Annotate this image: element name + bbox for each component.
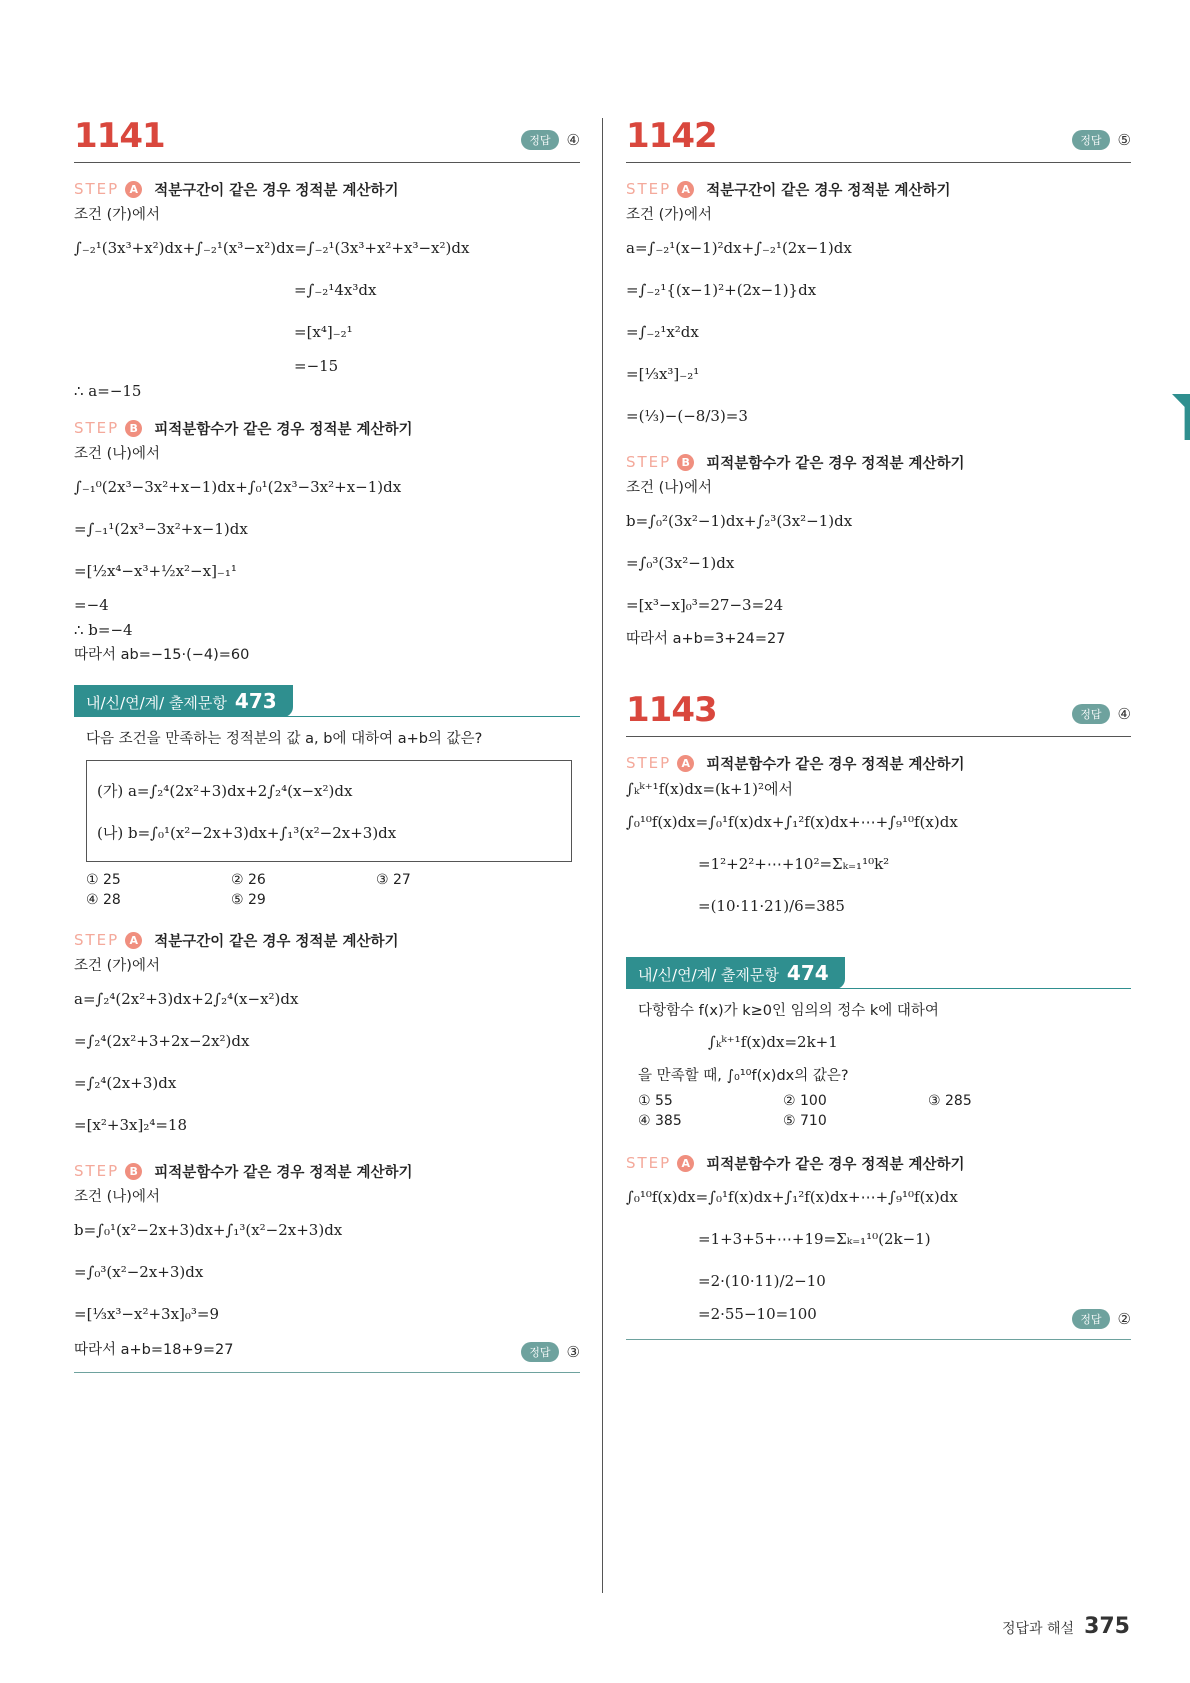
- result-line: ∴ a=−15: [74, 382, 142, 400]
- section-end-rule: [74, 1372, 580, 1373]
- tag-text: 내/신/연/계/ 출제문항: [638, 966, 779, 984]
- solution-line: =[x³−x]₀³=27−3=24: [626, 596, 784, 614]
- step-title: 피적분함수가 같은 경우 정적분 계산하기: [154, 1164, 413, 1181]
- answer-value: ③: [566, 1343, 580, 1361]
- choices: [626, 1093, 1131, 1129]
- solution-line: =∫₋₁¹(2x³−3x²+x−1)dx: [74, 520, 248, 538]
- answer-indicator: [1072, 130, 1131, 150]
- condition-label: 조건 (나)에서: [74, 446, 160, 462]
- step-badge: A: [677, 755, 694, 772]
- step-badge: A: [125, 181, 142, 198]
- solution-line: b=∫₀¹(x²−2x+3)dx+∫₁³(x²−2x+3)dx: [74, 1221, 343, 1239]
- answer-label: 정답: [1072, 704, 1109, 724]
- condition-label: 조건 (나)에서: [626, 480, 712, 496]
- answer-indicator: [1072, 1309, 1131, 1329]
- choice-5: ⑤ 29: [231, 892, 266, 908]
- final-line: 따라서 a+b=3+24=27: [626, 631, 786, 647]
- answer-label: 정답: [521, 130, 558, 150]
- problem-number: 1142: [626, 116, 717, 156]
- step-a-heading: [74, 928, 580, 952]
- tag-text: 내/신/연/계/ 출제문항: [86, 694, 227, 712]
- step-title: 피적분함수가 같은 경우 정적분 계산하기: [706, 1156, 965, 1173]
- step-word: STEP: [74, 1162, 120, 1180]
- step-title: 피적분함수가 같은 경우 정적분 계산하기: [706, 756, 965, 773]
- solution-line: =∫₋₂¹4x³dx: [294, 281, 377, 299]
- solution-line: =−15: [294, 357, 339, 375]
- solution-line: =∫₂⁴(2x+3)dx: [74, 1074, 177, 1092]
- solution-line: =[x²+3x]₂⁴=18: [74, 1116, 187, 1134]
- final-line: 따라서 a+b=18+9=27: [74, 1342, 234, 1358]
- answer-label: 정답: [1072, 130, 1109, 150]
- step-badge: B: [677, 454, 694, 471]
- choice-2: ② 100: [783, 1093, 827, 1109]
- solution-line: =1+3+5+⋯+19=Σₖ₌₁¹⁰(2k−1): [698, 1230, 931, 1248]
- step-b-heading: [74, 416, 580, 440]
- step-title: 적분구간이 같은 경우 정적분 계산하기: [154, 182, 399, 199]
- step-title: 피적분함수가 같은 경우 정적분 계산하기: [154, 421, 413, 438]
- given-line: ∫ₖᵏ⁺¹f(x)dx=(k+1)²에서: [626, 780, 793, 798]
- solution-line: ∫₀¹⁰f(x)dx=∫₀¹f(x)dx+∫₁²f(x)dx+⋯+∫₉¹⁰f(x)dx: [626, 813, 958, 831]
- final-row: [626, 1305, 1131, 1331]
- solution-line: ∫₋₁⁰(2x³−3x²+x−1)dx+∫₀¹(2x³−3x²+x−1)dx: [74, 478, 402, 496]
- section-end-rule: [626, 1339, 1131, 1340]
- solution-line: =∫₋₂¹x²dx: [626, 323, 699, 341]
- step-title: 적분구간이 같은 경우 정적분 계산하기: [706, 182, 951, 199]
- step-word: STEP: [626, 453, 672, 471]
- step-title: 피적분함수가 같은 경우 정적분 계산하기: [706, 455, 965, 472]
- condition-1: (가) a=∫₂⁴(2x²+3)dx+2∫₂⁴(x−x²)dx: [97, 782, 353, 800]
- answer-indicator: [521, 130, 580, 150]
- step-badge: A: [125, 932, 142, 949]
- choice-2: ② 26: [231, 872, 266, 888]
- right-column: [626, 110, 1131, 1340]
- solution-line: =2·55−10=100: [698, 1305, 817, 1323]
- step-a-heading: [626, 751, 1131, 775]
- choice-5: ⑤ 710: [783, 1113, 827, 1129]
- solution-line: =[⅓x³]₋₂¹: [626, 365, 700, 383]
- solution-line: =∫₀³(3x²−1)dx: [626, 554, 735, 572]
- step-word: STEP: [626, 180, 672, 198]
- step-a-heading: [626, 177, 1131, 201]
- answer-label: 정답: [521, 1342, 558, 1362]
- question-text-1: 다항함수 f(x)가 k≥0인 임의의 정수 k에 대하여: [638, 1003, 939, 1019]
- footer-label: 정답과 해설: [1001, 1621, 1075, 1637]
- solution-line: =∫₂⁴(2x²+3+2x−2x²)dx: [74, 1032, 250, 1050]
- step-b-heading: [626, 450, 1131, 474]
- page-footer: [1002, 1614, 1130, 1639]
- page-number: 375: [1084, 1614, 1130, 1639]
- step-badge: B: [125, 420, 142, 437]
- condition-label: 조건 (가)에서: [626, 207, 712, 223]
- solution-line: a=∫₂⁴(2x²+3)dx+2∫₂⁴(x−x²)dx: [74, 990, 299, 1008]
- choices: [74, 872, 580, 908]
- answer-value: ④: [566, 131, 580, 149]
- problem-number: 1141: [74, 116, 165, 156]
- condition-box: [86, 760, 572, 862]
- solution-line: =(⅓)−(−8/3)=3: [626, 407, 748, 425]
- step-a-heading: [626, 1151, 1131, 1175]
- problem-1142-header: [626, 110, 1131, 163]
- step-badge: A: [677, 181, 694, 198]
- linked-question-tag: [626, 957, 845, 989]
- step-b-heading: [74, 1159, 580, 1183]
- solution-line: =∫₀³(x²−2x+3)dx: [74, 1263, 204, 1281]
- choice-4: ④ 385: [638, 1113, 682, 1129]
- side-tab-marker: [1172, 394, 1190, 440]
- column-divider: [602, 118, 603, 1593]
- step-badge: B: [125, 1163, 142, 1180]
- solution-line: =1²+2²+⋯+10²=Σₖ₌₁¹⁰k²: [698, 855, 890, 873]
- problem-1141-header: [74, 110, 580, 163]
- linked-question-473-header: [74, 684, 580, 717]
- condition-label: 조건 (가)에서: [74, 958, 160, 974]
- solution-line: ∫₋₂¹(3x³+x²)dx+∫₋₂¹(x³−x²)dx=∫₋₂¹(3x³+x²+x³−x²)dx: [74, 239, 470, 257]
- solution-line: =[⅓x³−x²+3x]₀³=9: [74, 1305, 220, 1323]
- question-formula: ∫ₖᵏ⁺¹f(x)dx=2k+1: [708, 1033, 838, 1051]
- linked-question-tag: [74, 685, 293, 717]
- solution-line: b=∫₀²(3x²−1)dx+∫₂³(3x²−1)dx: [626, 512, 853, 530]
- answer-indicator: [521, 1342, 580, 1362]
- condition-2: (나) b=∫₀¹(x²−2x+3)dx+∫₁³(x²−2x+3)dx: [97, 824, 397, 842]
- solution-line: =∫₋₂¹{(x−1)²+(2x−1)}dx: [626, 281, 817, 299]
- solution-line: a=∫₋₂¹(x−1)²dx+∫₋₂¹(2x−1)dx: [626, 239, 852, 257]
- question-text: 다음 조건을 만족하는 정적분의 값 a, b에 대하여 a+b의 값은?: [86, 731, 483, 747]
- answer-value: ⑤: [1117, 131, 1131, 149]
- tag-number: 473: [234, 689, 277, 713]
- solution-line: ∫₀¹⁰f(x)dx=∫₀¹f(x)dx+∫₁²f(x)dx+⋯+∫₉¹⁰f(x)dx: [626, 1188, 958, 1206]
- answer-label: 정답: [1072, 1309, 1109, 1329]
- problem-number: 1143: [626, 690, 717, 730]
- final-row: [74, 1338, 580, 1364]
- step-badge: A: [677, 1155, 694, 1172]
- solution-line: =−4: [74, 596, 109, 614]
- step-word: STEP: [626, 754, 672, 772]
- linked-question-474-header: [626, 956, 1131, 989]
- choice-3: ③ 27: [376, 872, 411, 888]
- step-word: STEP: [74, 419, 120, 437]
- final-line: 따라서 ab=−15·(−4)=60: [74, 647, 250, 663]
- choice-4: ④ 28: [86, 892, 121, 908]
- step-word: STEP: [74, 180, 120, 198]
- result-line: ∴ b=−4: [74, 621, 133, 639]
- condition-label: 조건 (나)에서: [74, 1189, 160, 1205]
- choice-1: ① 55: [638, 1093, 673, 1109]
- solution-line: =[x⁴]₋₂¹: [294, 323, 353, 341]
- solution-line: =2·(10·11)/2−10: [698, 1272, 826, 1290]
- answer-value: ④: [1117, 705, 1131, 723]
- left-column: [74, 110, 580, 1373]
- solution-line: =(10·11·21)/6=385: [698, 897, 845, 915]
- question-text-2: 을 만족할 때, ∫₀¹⁰f(x)dx의 값은?: [638, 1068, 849, 1084]
- solution-line: =[½x⁴−x³+½x²−x]₋₁¹: [74, 562, 237, 580]
- step-title: 적분구간이 같은 경우 정적분 계산하기: [154, 933, 399, 950]
- tag-number: 474: [786, 961, 829, 985]
- condition-label: 조건 (가)에서: [74, 207, 160, 223]
- step-word: STEP: [74, 931, 120, 949]
- answer-value: ②: [1117, 1310, 1131, 1328]
- choice-1: ① 25: [86, 872, 121, 888]
- step-word: STEP: [626, 1154, 672, 1172]
- problem-1143-header: [626, 684, 1131, 737]
- choice-3: ③ 285: [928, 1093, 972, 1109]
- step-a-heading: [74, 177, 580, 201]
- answer-indicator: [1072, 704, 1131, 724]
